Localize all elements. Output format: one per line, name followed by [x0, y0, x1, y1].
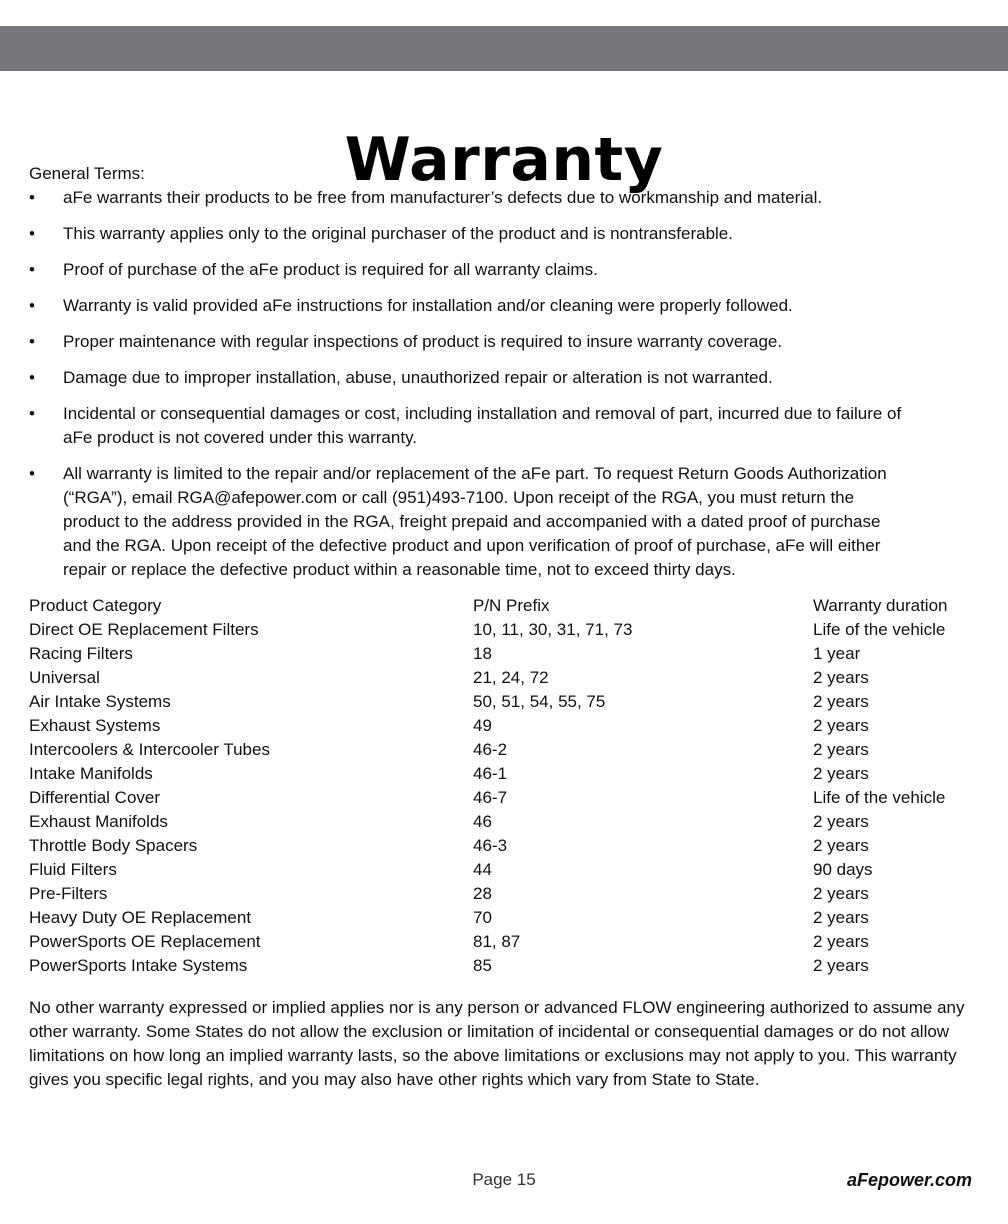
product-category-cell: Direct OE Replacement Filters [29, 620, 259, 639]
table-row [29, 906, 979, 930]
table-row [29, 930, 979, 954]
pn-prefix-cell: 28 [473, 884, 492, 903]
table-row [29, 762, 979, 786]
term-text: Proper maintenance with regular inspections of product is required to insure warranty coverage. [63, 332, 783, 351]
table-row [29, 954, 979, 978]
pn-prefix-cell: 44 [473, 860, 492, 879]
product-category-cell: Exhaust Systems [29, 716, 161, 735]
table-row [29, 714, 979, 738]
warranty-duration-cell: 2 years [813, 932, 869, 951]
table-row [29, 810, 979, 834]
table-row [29, 738, 979, 762]
warranty-duration-cell: 2 years [813, 836, 869, 855]
table-row [29, 858, 979, 882]
pn-prefix-cell: 85 [473, 956, 492, 975]
page-number: Page 15 [472, 1170, 536, 1189]
pn-prefix-cell: 50, 51, 54, 55, 75 [473, 692, 606, 711]
pn-prefix-cell: 46-1 [473, 764, 508, 783]
bullet-icon: • [29, 368, 35, 387]
warranty-duration-cell: 2 years [813, 884, 869, 903]
bullet-icon: • [29, 296, 35, 315]
header-bar [0, 26, 1008, 71]
product-category-cell: Universal [29, 668, 100, 687]
term-text: Warranty is valid provided aFe instructions for installation and/or cleaning were properly followed. [63, 296, 793, 315]
warranty-duration-cell: 2 years [813, 692, 869, 711]
bullet-icon: • [29, 260, 35, 279]
warranty-duration-cell: 2 years [813, 716, 869, 735]
pn-prefix-cell: 10, 11, 30, 31, 71, 73 [473, 620, 633, 639]
general-terms-label: General Terms: [29, 164, 145, 183]
bullet-icon: • [29, 464, 35, 483]
pn-prefix-cell: 46-3 [473, 836, 508, 855]
pn-prefix-cell: 18 [473, 644, 492, 663]
term-text: Damage due to improper installation, abuse, unauthorized repair or alteration is not warranted. [63, 368, 773, 387]
bullet-icon: • [29, 188, 35, 207]
product-category-cell: Intake Manifolds [29, 764, 153, 783]
bullet-icon: • [29, 404, 35, 423]
header-product-category: Product Category [29, 596, 162, 615]
product-category-cell: Intercoolers & Intercooler Tubes [29, 740, 270, 759]
table-row [29, 834, 979, 858]
table-row [29, 690, 979, 714]
term-item [29, 402, 979, 450]
pn-prefix-cell: 81, 87 [473, 932, 521, 951]
product-category-cell: PowerSports OE Replacement [29, 932, 261, 951]
terms-list [29, 186, 979, 582]
table-row [29, 618, 979, 642]
product-category-cell: Racing Filters [29, 644, 133, 663]
product-category-cell: Exhaust Manifolds [29, 812, 168, 831]
term-text: This warranty applies only to the original purchaser of the product and is nontransferable. [63, 224, 733, 243]
pn-prefix-cell: 46-7 [473, 788, 508, 807]
disclaimer-paragraph: No other warranty expressed or implied applies nor is any person or advanced FLOW engineering authorized to assume any other warranty. Some States do not allow the exclusion or limitation of incidental or consequential damages or do not allow limitations on how long an implied warranty lasts, so the above limitations or exclusions may not apply to you. This warranty gives you specific legal rights, and you may also have other rights which vary from State to State. [29, 998, 965, 1089]
term-item [29, 330, 979, 354]
page-title: Warranty [344, 125, 664, 196]
product-category-cell: Pre-Filters [29, 884, 108, 903]
product-category-cell: Throttle Body Spacers [29, 836, 198, 855]
warranty-duration-cell: Life of the vehicle [813, 620, 946, 639]
bullet-icon: • [29, 332, 35, 351]
content [29, 162, 979, 1109]
product-category-cell: Fluid Filters [29, 860, 117, 879]
pn-prefix-cell: 70 [473, 908, 492, 927]
term-item [29, 462, 979, 582]
header-pn-prefix: P/N Prefix [473, 596, 550, 615]
term-item [29, 222, 979, 246]
header-warranty-duration: Warranty duration [813, 596, 948, 615]
website-link[interactable]: aFepower.com [846, 1170, 972, 1190]
term-item [29, 366, 979, 390]
term-item [29, 294, 979, 318]
table-row [29, 642, 979, 666]
table-row [29, 666, 979, 690]
warranty-duration-cell: Life of the vehicle [813, 788, 946, 807]
term-text: Proof of purchase of the aFe product is required for all warranty claims. [63, 260, 598, 279]
product-category-cell: Differential Cover [29, 788, 161, 807]
term-item [29, 258, 979, 282]
warranty-table [29, 594, 979, 978]
table-row [29, 786, 979, 810]
table-body [29, 618, 979, 978]
pn-prefix-cell: 49 [473, 716, 492, 735]
warranty-duration-cell: 2 years [813, 764, 869, 783]
warranty-duration-cell: 2 years [813, 908, 869, 927]
bullet-icon: • [29, 224, 35, 243]
warranty-duration-cell: 2 years [813, 956, 869, 975]
table-row [29, 882, 979, 906]
product-category-cell: Heavy Duty OE Replacement [29, 908, 252, 927]
product-category-cell: PowerSports Intake Systems [29, 956, 248, 975]
term-item [29, 186, 979, 210]
pn-prefix-cell: 46-2 [473, 740, 508, 759]
pn-prefix-cell: 21, 24, 72 [473, 668, 549, 687]
table-header-row [29, 594, 979, 618]
term-text: All warranty is limited to the repair and/or replacement of the aFe part. To request Return Goods Authorization (“RGA”), email RGA@afepower.com or call (951)493-7100. Upon receipt of the RGA, you must return the product to the address provided in the RGA, freight prepaid and accompanied with a dated proof of purchase and the RGA. Upon receipt of the defective product and upon verification of proof of purchase, aFe will either repair or replace the defective product within a reasonable time, not to exceed thirty days. [63, 464, 887, 579]
warranty-duration-cell: 2 years [813, 668, 869, 687]
pn-prefix-cell: 46 [473, 812, 492, 831]
product-category-cell: Air Intake Systems [29, 692, 171, 711]
warranty-duration-cell: 90 days [813, 860, 873, 879]
warranty-duration-cell: 2 years [813, 812, 869, 831]
term-text: aFe warrants their products to be free from manufacturer’s defects due to workmanship and material. [63, 188, 823, 207]
term-text: Incidental or consequential damages or cost, including installation and removal of part, incurred due to failure of aFe product is not covered under this warranty. [63, 404, 902, 447]
warranty-duration-cell: 2 years [813, 740, 869, 759]
warranty-duration-cell: 1 year [813, 644, 861, 663]
